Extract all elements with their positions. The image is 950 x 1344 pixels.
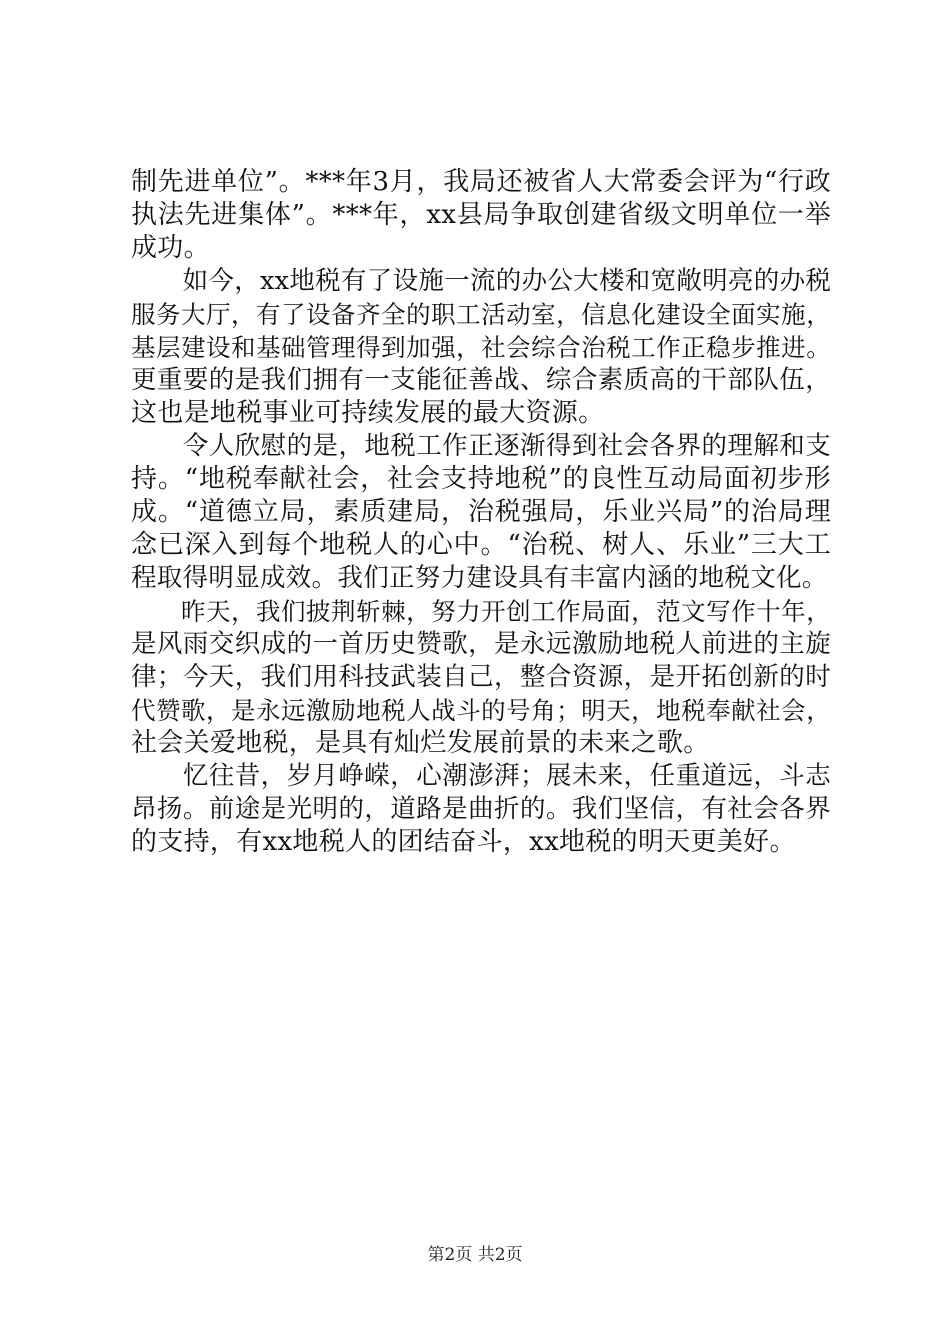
text-line: 令人欣慰的是，地税工作正逐渐得到社会各界的理解和支 — [131, 431, 831, 461]
text-line: 是风雨交织成的一首历史赞歌，是永远激励地税人前进的主旋 — [131, 629, 831, 659]
text-line: 这也是地税事业可持续发展的最大资源。 — [131, 398, 605, 428]
text-line: 昂扬。前途是光明的，道路是曲折的。我们坚信，有社会各界 — [131, 794, 831, 824]
document-body — [131, 166, 831, 859]
text-line: 成功。 — [131, 233, 210, 263]
text-line: 忆往昔，岁月峥嵘，心潮澎湃；展未来，任重道远，斗志 — [131, 761, 831, 791]
text-line: 基层建设和基础管理得到加强，社会综合治税工作正稳步推进。 — [131, 333, 831, 362]
text-line: 服务大厅，有了设备齐全的职工活动室，信息化建设全面实施， — [131, 300, 831, 329]
text-line: 昨天，我们披荆斩棘，努力开创工作局面，范文写作十年， — [131, 597, 831, 626]
text-line: 的支持，有xx地税人的团结奋斗，xx地税的明天更美好。 — [131, 827, 796, 857]
text-line: 程取得明显成效。我们正努力建设具有丰富内涵的地税文化。 — [131, 563, 828, 593]
text-line: 律；今天，我们用科技武装自己，整合资源，是开拓创新的时 — [131, 662, 831, 692]
text-line: 念已深入到每个地税人的心中。“治税、树人、乐业”三大工 — [131, 530, 831, 560]
text-line: 成。“道德立局，素质建局，治税强局，乐业兴局”的治局理 — [131, 497, 831, 527]
page-number-footer: 第2页 共2页 — [427, 1245, 523, 1265]
text-line: 持。“地税奉献社会，社会支持地税”的良性互动局面初步形 — [131, 464, 831, 494]
text-line: 代赞歌，是永远激励地税人战斗的号角；明天，地税奉献社会， — [131, 696, 831, 725]
text-line: 制先进单位”。***年3月，我局还被省人大常委会评为“行政 — [131, 167, 831, 197]
text-line: 社会关爱地税，是具有灿烂发展前景的未来之歌。 — [131, 728, 710, 758]
text-line: 如今，xx地税有了设施一流的办公大楼和宽敞明亮的办税 — [131, 266, 832, 296]
text-line: 执法先进集体”。***年，xx县局争取创建省级文明单位一举 — [131, 200, 831, 230]
text-line: 更重要的是我们拥有一支能征善战、综合素质高的干部队伍， — [131, 365, 831, 395]
